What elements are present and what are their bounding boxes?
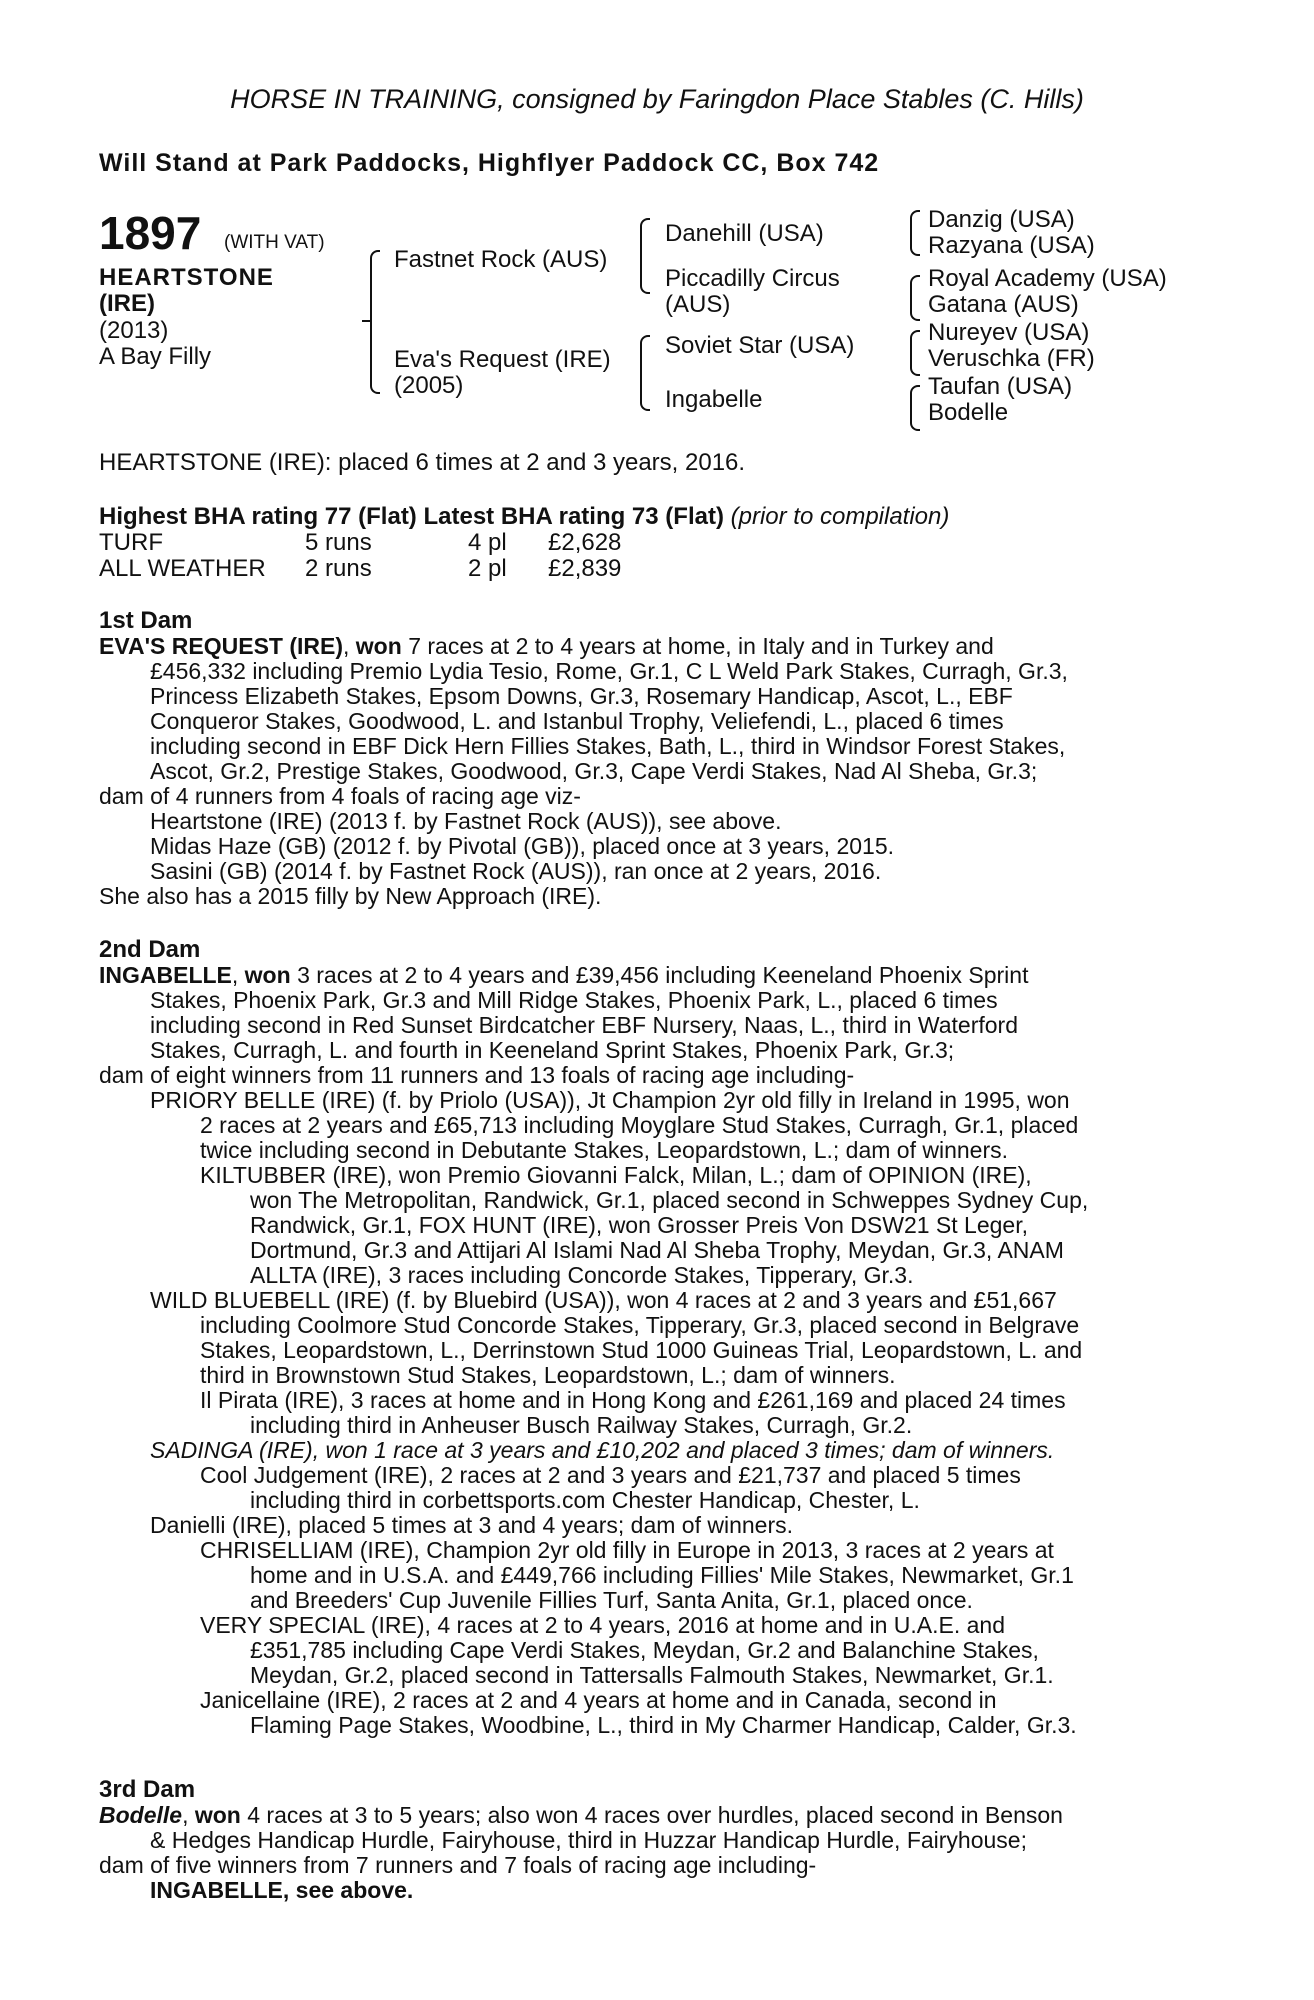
pedigree-brace-2	[640, 218, 650, 294]
dam1-line-3: Conqueror Stakes, Goodwood, L. and Istanbul Trophy, Veliefendi, L., placed 6 times	[150, 708, 1004, 734]
pedigree-brace-3	[640, 335, 650, 411]
pedigree-brace-1-point	[362, 320, 370, 322]
pedigree-g3-5: Nureyev (USA)	[928, 319, 1090, 346]
pedigree-sire-dam-suffix: (AUS)	[665, 291, 731, 318]
dam2-line-11: Dortmund, Gr.3 and Attijari Al Islami Nad Al Sheba Trophy, Meydan, Gr.3, ANAM	[250, 1237, 1064, 1263]
pedigree-g3-1: Danzig (USA)	[928, 206, 1075, 233]
dam1-heading: 1st Dam	[99, 607, 193, 634]
ratings-note: (prior to compilation)	[730, 503, 950, 530]
dam2-line-14: including Coolmore Stud Concorde Stakes, Tipperary, Gr.3, placed second in Belgrave	[200, 1312, 1080, 1338]
dam1-line-2: Princess Elizabeth Stakes, Epsom Downs, Gr.3, Rosemary Handicap, Ascot, L., EBF	[150, 683, 1013, 709]
location-line: Will Stand at Park Paddocks, Highflyer Paddock CC, Box 742	[99, 149, 880, 177]
dam2-line-21: including third in corbettsports.com Chester Handicap, Chester, L.	[250, 1487, 920, 1513]
pedigree-g3-3: Royal Academy (USA)	[928, 265, 1167, 292]
dam1-line-6: dam of 4 runners from 4 foals of racing age viz-	[99, 783, 581, 809]
pedigree-g3-8: Bodelle	[928, 399, 1009, 426]
dam2-line-9: won The Metropolitan, Randwick, Gr.1, placed second in Schweppes Sydney Cup,	[250, 1187, 1089, 1213]
ratings-placed: 2 pl	[468, 555, 507, 582]
dam2-line-2: including second in Red Sunset Birdcatcher EBF Nursery, Naas, L., third in Waterford	[150, 1012, 1019, 1038]
dam2-line-8: KILTUBBER (IRE), won Premio Giovanni Falck, Milan, L.; dam of OPINION (IRE),	[200, 1162, 1032, 1188]
ratings-prize: £2,839	[548, 555, 622, 582]
dam2-line-3: Stakes, Curragh, L. and fourth in Keeneland Sprint Stakes, Phoenix Park, Gr.3;	[150, 1037, 955, 1063]
dam1-line-10: She also has a 2015 filly by New Approach (IRE).	[99, 883, 602, 909]
dam2-line-5: PRIORY BELLE (IRE) (f. by Priolo (USA)), Jt Champion 2yr old filly in Ireland in 1995, won	[150, 1087, 1070, 1113]
dam2-line-15: Stakes, Leopardstown, L., Derrinstown Stud 1000 Guineas Trial, Leopardstown, L. and	[200, 1337, 1083, 1363]
dam2-line-29: Janicellaine (IRE), 2 races at 2 and 4 years at home and in Canada, second in	[200, 1687, 997, 1713]
dam2-line-17: Il Pirata (IRE), 3 races at home and in Hong Kong and £261,169 and placed 24 times	[200, 1387, 1066, 1413]
dam1-line-7: Heartstone (IRE) (2013 f. by Fastnet Rock (AUS)), see above.	[150, 808, 782, 834]
pedigree-brace-1	[370, 250, 380, 394]
ratings-surface: ALL WEATHER	[99, 555, 266, 582]
pedigree-sire-sire: Danehill (USA)	[665, 220, 824, 247]
ratings-placed: 4 pl	[468, 529, 507, 556]
dam2-line-18: including third in Anheuser Busch Railway Stakes, Curragh, Gr.2.	[250, 1412, 913, 1438]
dam2-line-1: Stakes, Phoenix Park, Gr.3 and Mill Ridge Stakes, Phoenix Park, L., placed 6 times	[150, 987, 998, 1013]
dam2-line-24: home and in U.S.A. and £449,766 including Fillies' Mile Stakes, Newmarket, Gr.1	[250, 1562, 1074, 1588]
dam2-line-19: SADINGA (IRE), won 1 race at 3 years and £10,202 and placed 3 times; dam of winners.	[150, 1437, 1055, 1463]
pedigree-brace-5	[910, 275, 920, 321]
pedigree-dam: Eva's Request (IRE)	[394, 346, 611, 373]
dam3-heading: 3rd Dam	[99, 1776, 196, 1803]
dam2-line-0: INGABELLE, won 3 races at 2 to 4 years and £39,456 including Keeneland Phoenix Sprint	[99, 962, 1029, 988]
pedigree-sire: Fastnet Rock (AUS)	[394, 246, 608, 273]
dam2-line-20: Cool Judgement (IRE), 2 races at 2 and 3 years and £21,737 and placed 5 times	[200, 1462, 1021, 1488]
dam1-line-9: Sasini (GB) (2014 f. by Fastnet Rock (AUS)), ran once at 2 years, 2016.	[150, 858, 882, 884]
ratings-line	[99, 504, 949, 530]
dam3-line-1: & Hedges Handicap Hurdle, Fairyhouse, third in Huzzar Handicap Hurdle, Fairyhouse;	[150, 1827, 1027, 1853]
horse-description: A Bay Filly	[99, 343, 212, 370]
pedigree-dam-sire: Soviet Star (USA)	[665, 332, 855, 359]
dam2-line-28: Meydan, Gr.2, placed second in Tattersalls Falmouth Stakes, Newmarket, Gr.1.	[250, 1662, 1054, 1688]
dam3-line-0: Bodelle, won 4 races at 3 to 5 years; also won 4 races over hurdles, placed second in Benson	[99, 1802, 1063, 1828]
ratings-prize: £2,628	[548, 529, 622, 556]
lot-number: 1897	[99, 207, 202, 259]
dam2-line-13: WILD BLUEBELL (IRE) (f. by Bluebird (USA)), won 4 races at 2 and 3 years and £51,667	[150, 1287, 1057, 1313]
dam3-line-2: dam of five winners from 7 runners and 7 foals of racing age including-	[99, 1852, 817, 1878]
dam1-name: EVA'S REQUEST (IRE)	[99, 633, 344, 659]
pedigree-sire-dam: Piccadilly Circus	[665, 265, 840, 292]
horse-suffix: (IRE)	[99, 290, 155, 317]
dam2-line-12: ALLTA (IRE), 3 races including Concorde Stakes, Tipperary, Gr.3.	[250, 1262, 914, 1288]
dam1-line-5: Ascot, Gr.2, Prestige Stakes, Goodwood, Gr.3, Cape Verdi Stakes, Nad Al Sheba, Gr.3;	[150, 758, 1038, 784]
ratings-row-turf	[99, 530, 621, 556]
pedigree-dam-year: (2005)	[394, 372, 464, 399]
dam2-line-23: CHRISELLIAM (IRE), Champion 2yr old filly in Europe in 2013, 3 races at 2 years at	[200, 1537, 1054, 1563]
horse-name: HEARTSTONE	[99, 264, 274, 291]
dam2-line-10: Randwick, Gr.1, FOX HUNT (IRE), won Grosser Preis Von DSW21 St Leger,	[250, 1212, 1028, 1238]
pedigree-g3-2: Razyana (USA)	[928, 232, 1095, 259]
race-summary: HEARTSTONE (IRE): placed 6 times at 2 and 3 years, 2016.	[99, 449, 746, 476]
pedigree-g3-7: Taufan (USA)	[928, 373, 1073, 400]
dam2-heading: 2nd Dam	[99, 936, 201, 963]
foaling-year: (2013)	[99, 317, 169, 344]
dam2-won: won	[244, 962, 291, 988]
dam2-text: 3 races at 2 to 4 years and £39,456 including Keeneland Phoenix Sprint	[297, 962, 1029, 988]
dam1-line-0: EVA'S REQUEST (IRE), won 7 races at 2 to 4 years at home, in Italy and in Turkey and	[99, 633, 994, 659]
dam1-line-4: including second in EBF Dick Hern Fillies Stakes, Bath, L., third in Windsor Forest Stakes,	[150, 733, 1066, 759]
dam2-line-22: Danielli (IRE), placed 5 times at 3 and 4 years; dam of winners.	[150, 1512, 794, 1538]
dam3-name: Bodelle	[99, 1802, 183, 1828]
dam1-won: won	[355, 633, 402, 659]
dam3-won: won	[194, 1802, 241, 1828]
pedigree-g3-4: Gatana (AUS)	[928, 291, 1079, 318]
dam2-line-27: £351,785 including Cape Verdi Stakes, Meydan, Gr.2 and Balanchine Stakes,	[250, 1637, 1039, 1663]
pedigree-brace-7	[910, 385, 920, 431]
dam3-line-3: INGABELLE, see above.	[150, 1877, 414, 1903]
vat-label: (WITH VAT)	[224, 232, 325, 253]
dam2-line-30: Flaming Page Stakes, Woodbine, L., third in My Charmer Handicap, Calder, Gr.3.	[250, 1712, 1077, 1738]
dam2-name: INGABELLE	[99, 962, 232, 988]
dam1-line-8: Midas Haze (GB) (2012 f. by Pivotal (GB)), placed once at 3 years, 2015.	[150, 833, 895, 859]
dam1-text: 7 races at 2 to 4 years at home, in Italy and in Turkey and	[408, 633, 994, 659]
dam2-line-4: dam of eight winners from 11 runners and 13 foals of racing age including-	[99, 1062, 855, 1088]
dam2-line-7: twice including second in Debutante Stakes, Leopardstown, L.; dam of winners.	[200, 1137, 1009, 1163]
pedigree-g3-6: Veruschka (FR)	[928, 345, 1095, 372]
ratings-runs: 5 runs	[305, 529, 372, 556]
pedigree-brace-4	[910, 210, 920, 256]
ratings-surface: TURF	[99, 529, 163, 556]
pedigree-dam-dam: Ingabelle	[665, 386, 763, 413]
ratings-bold: Highest BHA rating 77 (Flat) Latest BHA rating 73 (Flat)	[99, 503, 724, 530]
dam2-line-16: third in Brownstown Stud Stakes, Leopardstown, L.; dam of winners.	[200, 1362, 896, 1388]
ratings-row-aw	[99, 556, 621, 582]
dam2-line-26: VERY SPECIAL (IRE), 4 races at 2 to 4 years, 2016 at home and in U.A.E. and	[200, 1612, 1005, 1638]
ratings-runs: 2 runs	[305, 555, 372, 582]
dam3-text: 4 races at 3 to 5 years; also won 4 races over hurdles, placed second in Benson	[247, 1802, 1063, 1828]
page-title: HORSE IN TRAINING, consigned by Faringdon Place Stables (C. Hills)	[230, 84, 1084, 114]
dam1-line-1: £456,332 including Premio Lydia Tesio, Rome, Gr.1, C L Weld Park Stakes, Curragh, Gr.3,	[150, 658, 1068, 684]
dam2-line-25: and Breeders' Cup Juvenile Fillies Turf, Santa Anita, Gr.1, placed once.	[250, 1587, 973, 1613]
pedigree-brace-6	[910, 330, 920, 376]
dam2-line-6: 2 races at 2 years and £65,713 including Moyglare Stud Stakes, Curragh, Gr.1, placed	[200, 1112, 1079, 1138]
